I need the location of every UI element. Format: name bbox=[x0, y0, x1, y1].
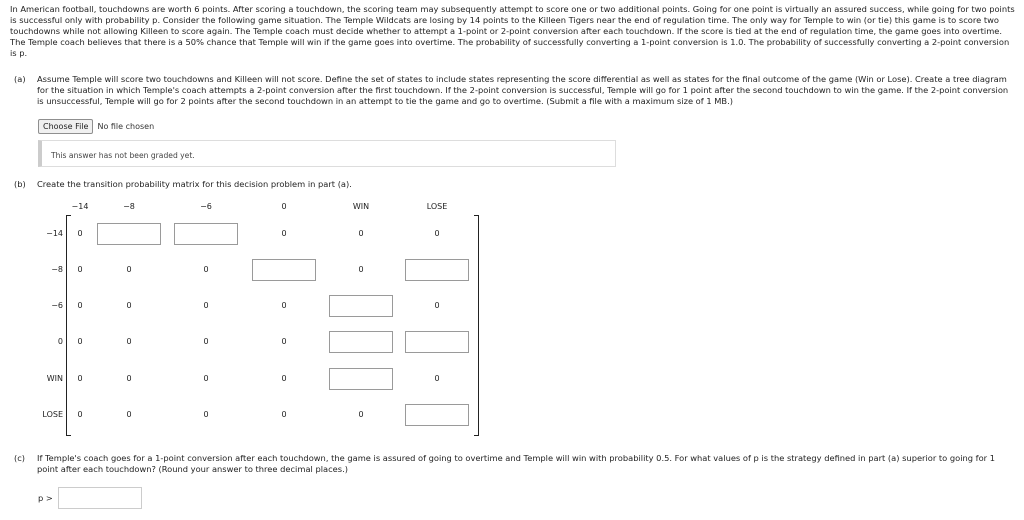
matrix-value-cell: 0 bbox=[77, 410, 83, 419]
matrix-value-cell: 0 bbox=[434, 301, 440, 310]
file-status: No file chosen bbox=[97, 122, 155, 131]
matrix-value-cell: 0 bbox=[281, 410, 287, 419]
matrix-col-header: −14 bbox=[71, 202, 89, 211]
matrix-value-cell: 0 bbox=[77, 374, 83, 383]
matrix-value-cell: 0 bbox=[126, 301, 132, 310]
matrix-input-cell[interactable] bbox=[405, 331, 469, 353]
matrix-value-cell: 0 bbox=[358, 229, 364, 238]
part-c bbox=[14, 453, 1014, 475]
graded-notice-text: This answer has not been graded yet. bbox=[51, 151, 195, 160]
part-c-label: (c) bbox=[14, 453, 26, 463]
matrix-value-cell: 0 bbox=[281, 337, 287, 346]
matrix-value-cell: 0 bbox=[126, 265, 132, 274]
p-answer-row bbox=[38, 487, 142, 509]
matrix-row-header: 0 bbox=[57, 337, 63, 346]
matrix-col-header: LOSE bbox=[426, 202, 448, 211]
part-c-text: If Temple's coach goes for a 1-point conversion after each touchdown, the game is assured of going to overtime and Temple will win with probability 0.5. For what values of p is the strategy defined in part (a) superior to going for 1 point after each touchdown? (Round your answer to three decimal places.) bbox=[37, 453, 996, 474]
part-b-text: Create the transition probability matrix for this decision problem in part (a). bbox=[37, 179, 352, 189]
matrix-value-cell: 0 bbox=[126, 410, 132, 419]
file-upload bbox=[38, 119, 154, 134]
matrix-value-cell: 0 bbox=[126, 374, 132, 383]
part-a bbox=[14, 74, 1014, 107]
matrix-col-header: WIN bbox=[352, 202, 370, 211]
matrix-value-cell: 0 bbox=[203, 337, 209, 346]
p-answer-input[interactable] bbox=[58, 487, 142, 509]
matrix-row-header: WIN bbox=[46, 374, 63, 383]
matrix-value-cell: 0 bbox=[77, 301, 83, 310]
matrix-value-cell: 0 bbox=[203, 265, 209, 274]
problem-intro: In American football, touchdowns are worth 6 points. After scoring a touchdown, the scoring team may subsequently attempt to score one or two additional points. Going for one point is virtually an assured success, while going for two points is successful only with probability p. Consider the following game situation. The Temple Wildcats are losing by 14 points to the Killeen Tigers near the end of regulation time. The only way for Temple to win (or tie) this game is to score two touchdowns while not allowing Killeen to score again. The Temple coach must decide whether to attempt a 1-point or 2-point conversion after each touchdown. If the score is tied at the end of regulation time, the game goes into overtime. The Temple coach believes that there is a 50% chance that Temple will win if the game goes into overtime. The probability of successfully converting a 1-point conversion is 1.0. The probability of successfully converting a 2-point conversion is p. bbox=[10, 4, 1015, 58]
matrix-value-cell: 0 bbox=[281, 301, 287, 310]
matrix-value-cell: 0 bbox=[77, 337, 83, 346]
matrix-bracket-right bbox=[474, 215, 479, 436]
matrix-value-cell: 0 bbox=[281, 229, 287, 238]
matrix-col-header: −6 bbox=[200, 202, 212, 211]
matrix-bracket-left bbox=[66, 215, 71, 436]
p-label: p > bbox=[38, 493, 53, 503]
matrix-value-cell: 0 bbox=[77, 265, 83, 274]
matrix-input-cell[interactable] bbox=[329, 295, 393, 317]
matrix-value-cell: 0 bbox=[203, 410, 209, 419]
matrix-value-cell: 0 bbox=[77, 229, 83, 238]
part-b-label: (b) bbox=[14, 179, 26, 189]
part-a-label: (a) bbox=[14, 74, 26, 84]
matrix-value-cell: 0 bbox=[434, 374, 440, 383]
matrix-col-header: −8 bbox=[123, 202, 135, 211]
matrix-input-cell[interactable] bbox=[97, 223, 161, 245]
part-a-text: Assume Temple will score two touchdowns and Killeen will not score. Define the set of states to include states representing the score differential as well as states for the final outcome of the game (Win or Lose). Create a tree diagram for the situation in which Temple's coach attempts a 2-point conversion after the first touchdown. If the 2-point conversion is successful, Temple will go for 1 point after the second touchdown to win the game. If the 2-point conversion is unsuccessful, Temple will go for 2 points after the second touchdown in an attempt to tie the game and go to overtime. (Submit a file with a maximum size of 1 MB.) bbox=[37, 74, 1009, 106]
matrix-value-cell: 0 bbox=[358, 410, 364, 419]
part-b bbox=[14, 179, 352, 189]
choose-file-button[interactable]: Choose File bbox=[38, 119, 93, 134]
matrix-value-cell: 0 bbox=[358, 265, 364, 274]
matrix-value-cell: 0 bbox=[203, 301, 209, 310]
matrix-input-cell[interactable] bbox=[174, 223, 238, 245]
matrix-value-cell: 0 bbox=[434, 229, 440, 238]
matrix-value-cell: 0 bbox=[203, 374, 209, 383]
matrix-row-header: −6 bbox=[51, 301, 63, 310]
matrix-input-cell[interactable] bbox=[329, 368, 393, 390]
matrix-input-cell[interactable] bbox=[405, 404, 469, 426]
graded-notice bbox=[38, 140, 616, 167]
matrix-input-cell[interactable] bbox=[252, 259, 316, 281]
matrix-row-header: −8 bbox=[51, 265, 63, 274]
matrix-row-header: LOSE bbox=[42, 410, 63, 419]
matrix-col-header: 0 bbox=[281, 202, 287, 211]
matrix-value-cell: 0 bbox=[281, 374, 287, 383]
matrix-input-cell[interactable] bbox=[405, 259, 469, 281]
matrix-value-cell: 0 bbox=[126, 337, 132, 346]
matrix-input-cell[interactable] bbox=[329, 331, 393, 353]
matrix-row-header: −14 bbox=[46, 229, 63, 238]
